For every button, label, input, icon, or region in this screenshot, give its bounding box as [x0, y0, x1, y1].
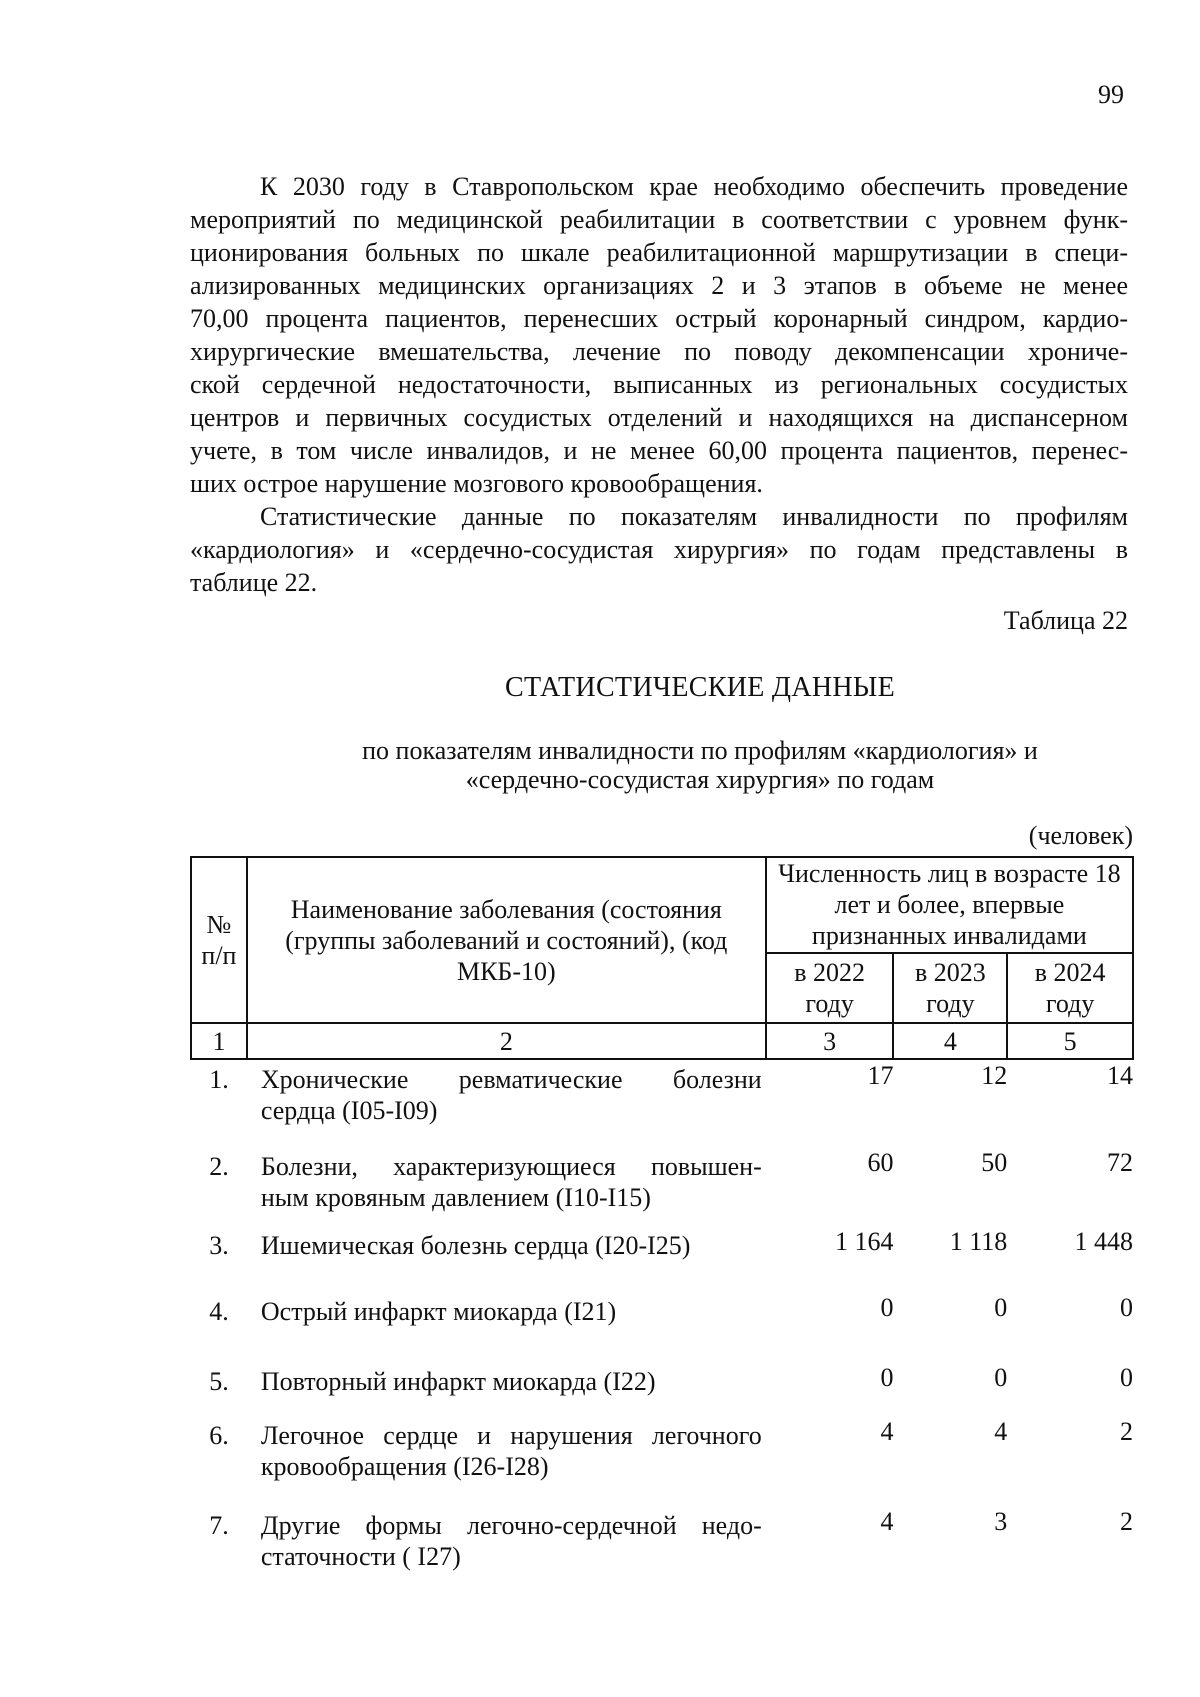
table-header-row [191, 857, 1133, 953]
row-name-line: Другие формы легочно-сердечной недо- [260, 1511, 762, 1540]
row-value-2024: 2 [1120, 1417, 1133, 1446]
paragraph-table-intro [190, 500, 1128, 599]
row-value-2022: 1 164 [834, 1227, 894, 1256]
paragraph-line: мероприятий по медицинской реабилитации в соответствии с уровнем функ- [190, 205, 1128, 234]
row-name-line: Легочное сердце и нарушения легочного [260, 1421, 762, 1450]
table-row [191, 1506, 1133, 1576]
row-value-2022: 17 [867, 1061, 894, 1090]
row-value-2024: 0 [1120, 1363, 1133, 1392]
paragraph-line: К 2030 году в Ставропольском крае необходимо обеспечить проведение [260, 172, 1128, 201]
page-number: 99 [1098, 80, 1124, 109]
row-name-line: кровообращения (I26-I28) [260, 1452, 549, 1481]
row-name-line: Острый инфаркт миокарда (I21) [260, 1297, 617, 1326]
row-name [247, 1226, 766, 1292]
table-subtitle [320, 736, 1080, 794]
paragraph-line: «кардиология» и «сердечно-сосудистая хирургия» по годам представлены в [190, 535, 1128, 564]
row-value-2024: 0 [1120, 1293, 1133, 1322]
row-value-2023: 0 [994, 1293, 1008, 1322]
row-name [247, 1059, 766, 1147]
paragraph-line: ционирования больных по шкале реабилитационной маршрутизации в специ- [190, 238, 1128, 267]
column-number: 5 [1007, 1023, 1133, 1059]
paragraph-line: ской сердечной недостаточности, выписанных из региональных сосудистых [190, 370, 1128, 399]
row-name-line: Болезни, характеризующиеся повышен- [260, 1152, 762, 1181]
paragraph-line: таблице 22. [190, 568, 318, 597]
column-number: 3 [766, 1023, 894, 1059]
row-name-line: ным кровяным давлением (I10-I15) [260, 1183, 651, 1212]
table-row [191, 1059, 1133, 1147]
column-number: 2 [247, 1023, 766, 1059]
row-number: 7. [209, 1511, 229, 1540]
row-value-2024: 14 [1107, 1061, 1133, 1090]
row-name [247, 1506, 766, 1576]
row-value-2024: 2 [1120, 1507, 1133, 1536]
row-number: 1. [209, 1065, 229, 1094]
row-name [247, 1362, 766, 1416]
row-name-line: Повторный инфаркт миокарда (I22) [260, 1367, 656, 1396]
row-number: 2. [209, 1152, 229, 1181]
table-row [191, 1416, 1133, 1506]
column-number-row [191, 1023, 1133, 1059]
row-name-line: Ишемическая болезнь сердца (I20-I25) [260, 1231, 691, 1260]
paragraph-line: хирургические вмешательства, лечение по поводу декомпенсации хрониче- [190, 337, 1128, 366]
row-value-2024: 1 448 [1074, 1227, 1133, 1256]
row-name [247, 1292, 766, 1362]
paragraph-rehabilitation [190, 170, 1128, 500]
row-number: 3. [209, 1231, 229, 1260]
paragraph-line: ших острое нарушение мозгового кровообращения. [190, 469, 763, 498]
paragraph-line: 70,00 процента пациентов, перенесших острый коронарный синдром, кардио- [190, 304, 1128, 333]
row-value-2022: 4 [880, 1417, 894, 1446]
paragraph-line: учете, в том числе инвалидов, и не менее 60,00 процента пациентов, перенес- [190, 436, 1128, 465]
table-row [191, 1292, 1133, 1362]
paragraph-line: ализированных медицинских организациях 2 и 3 этапов в объеме не менее [190, 271, 1128, 300]
row-value-2022: 0 [880, 1293, 894, 1322]
header-year-2022: в 2022 году [766, 953, 894, 1023]
table-row [191, 1147, 1133, 1226]
table-subtitle-line: «сердечно-сосудистая хирургия» по годам [465, 765, 935, 794]
row-value-2023: 50 [981, 1148, 1008, 1177]
header-name: Наименование заболевания (состояния (группы заболеваний и состояний), (код МКБ-10) [247, 857, 766, 1023]
row-value-2023: 12 [981, 1061, 1008, 1090]
row-value-2023: 3 [994, 1507, 1008, 1536]
paragraph-line: центров и первичных сосудистых отделений и находящихся на диспансерном [190, 403, 1128, 432]
row-number: 4. [209, 1297, 229, 1326]
table-subtitle-line: по показателям инвалидности по профилям «кардиология» и [362, 736, 1038, 765]
header-year-2023: в 2023 году [893, 953, 1007, 1023]
row-name-line: сердца (I05-I09) [260, 1096, 438, 1125]
table-units: (человек) [1028, 821, 1133, 850]
row-value-2022: 60 [867, 1148, 894, 1177]
column-number: 4 [893, 1023, 1007, 1059]
row-value-2023: 4 [994, 1417, 1008, 1446]
row-value-2024: 72 [1107, 1148, 1133, 1177]
header-year-2024: в 2024 году [1007, 953, 1133, 1023]
paragraph-line: Статистические данные по показателям инвалидности по профилям [260, 502, 1128, 531]
header-num: № п/п [191, 857, 247, 1023]
row-value-2022: 4 [880, 1507, 894, 1536]
row-value-2022: 0 [880, 1363, 894, 1392]
row-name [247, 1416, 766, 1506]
row-name-line: статочности ( I27) [260, 1542, 461, 1571]
header-group: Численность лиц в возрасте 18 лет и более, впервые признанных инвалидами [766, 857, 1133, 953]
table-title: СТАТИСТИЧЕСКИЕ ДАННЫЕ [504, 672, 896, 703]
statistics-table [190, 856, 1134, 1576]
column-number: 1 [191, 1023, 247, 1059]
table-row [191, 1226, 1133, 1292]
row-value-2023: 1 118 [949, 1227, 1008, 1256]
row-name-line: Хронические ревматические болезни [260, 1065, 762, 1094]
table-label: Таблица 22 [1003, 606, 1128, 635]
table-row [191, 1362, 1133, 1416]
row-name [247, 1147, 766, 1226]
row-value-2023: 0 [994, 1363, 1008, 1392]
row-number: 6. [209, 1421, 229, 1450]
row-number: 5. [209, 1367, 229, 1396]
